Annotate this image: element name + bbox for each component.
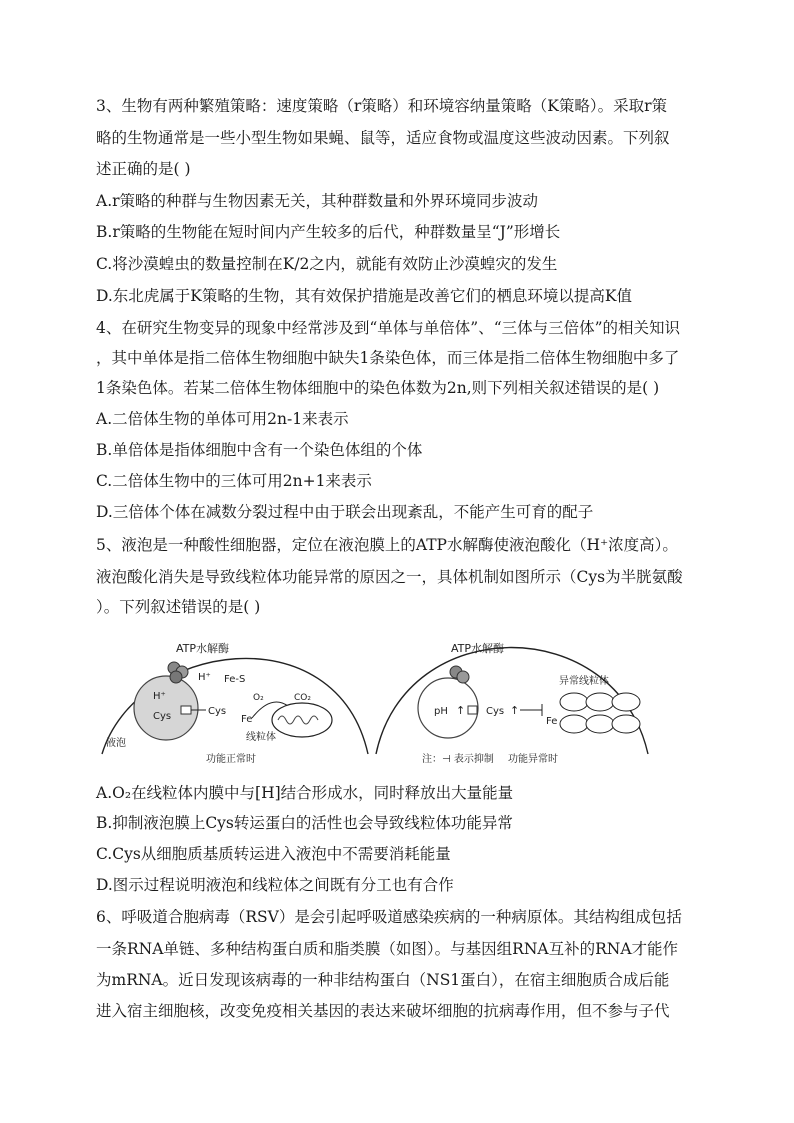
o2-label: O₂ [253,693,264,703]
q6-stem-line-1: 6、呼吸道合胞病毒（RSV）是会引起呼吸道感染疾病的一种病原体。其结构组成包括 [96,908,682,926]
q3-option-d: D.东北虎属于K策略的生物，其有效保护措施是改善它们的栖息环境以提高K值 [96,287,632,305]
diagram-normal-panel [102,641,368,765]
atp-label-left: ATP水解酶 [176,642,230,655]
q4-option-d: D.三倍体个体在减数分裂过程中由于联会出现紊乱，不能产生可育的配子 [96,503,594,521]
fes-label: Fe-S [224,674,246,685]
atp-hydrolase-icon [168,662,188,683]
fe-label-right: Fe [546,716,558,727]
abnormal-mitochondria [560,693,640,733]
q3-option-a: A.r策略的种群与生物因素无关，其种群数量和外界环境同步波动 [96,192,539,210]
vacuole-mitochondria-diagram [96,622,656,772]
atp-label-right: ATP水解酶 [451,642,505,655]
q5-stem-line-3: ）。下列叙述错误的是( ) [96,598,261,616]
caption-abnormal: 功能异常时 [508,754,558,765]
cys-in-label: Cys [153,711,172,722]
q3-stem-line-3: 述正确的是( ) [96,160,191,178]
h-plus-in: H⁺ [153,691,166,702]
diagram-abnormal-panel [376,641,648,765]
co2-label: CO₂ [294,693,311,703]
abnormal-mito-label: 异常线粒体 [559,676,609,687]
q5-option-d: D.图示过程说明液泡和线粒体之间既有分工也有合作 [96,876,454,894]
vacuole-label: 液泡 [106,738,126,749]
q4-option-b: B.单倍体是指体细胞中含有一个染色体组的个体 [96,441,423,459]
q4-stem-line-3: 1条染色体。若某二倍体生物体细胞中的染色体数为2n,则下列相关叙述错误的是( ) [96,379,660,397]
ph-label: pH [434,706,448,717]
cys-transporter-left [181,706,191,714]
q6-stem-line-3: 为mRNA。近日发现该病毒的一种非结构蛋白（NS1蛋白），在宿主细胞质合成后能 [96,971,670,989]
q3-stem-line-2: 略的生物通常是一些小型生物如果蝇、鼠等，适应食物或温度这些波动因素。下列叙 [96,129,670,147]
q5-stem-line-1: 5、液泡是一种酸性细胞器，定位在液泡膜上的ATP水解酶使液泡酸化（H⁺浓度高）。 [96,536,678,554]
q3-option-b: B.r策略的生物能在短时间内产生较多的后代，种群数量呈“J”形增长 [96,223,561,241]
q4-stem-line-1: 4、在研究生物变异的现象中经常涉及到“单体与单倍体”、“三体与三倍体”的相关知识 [96,319,681,337]
q3-option-c: C.将沙漠蝗虫的数量控制在K/2之内，就能有效防止沙漠蝗灾的发生 [96,255,558,273]
q6-stem-line-4: 进入宿主细胞核，改变免疫相关基因的表达来破坏细胞的抗病毒作用，但不参与子代 [96,1002,670,1020]
mito-label-left: 线粒体 [246,732,276,743]
cys-transporter-right [468,706,477,714]
q3-stem-line-1: 3、生物有两种繁殖策略：速度策略（r策略）和环境容纳量策略（K策略）。采取r策 [96,97,668,115]
q6-stem-line-2: 一条RNA单链、多种结构蛋白质和脂类膜（如图）。与基因组RNA互补的RNA才能作 [96,940,679,958]
q4-option-a: A.二倍体生物的单体可用2n-1来表示 [96,410,349,428]
q5-option-c: C.Cys从细胞质基质转运进入液泡中不需要消耗能量 [96,845,451,863]
h-plus-out: H⁺ [198,672,211,683]
q5-stem-line-2: 液泡酸化消失是导致线粒体功能异常的原因之一，具体机制如图所示（Cys为半胱氨酸 [96,568,683,586]
cys-label-right: Cys [486,706,505,717]
ph-up-arrow-icon: ↑ [456,704,466,717]
caption-normal: 功能正常时 [206,754,256,765]
inhibit-note: 注：⊣ 表示抑制 [422,754,494,765]
q4-stem-line-2: ，其中单体是指二倍体生物细胞中缺失1条染色体，而三体是指二倍体生物细胞中多了 [96,349,680,367]
q4-option-c: C.二倍体生物中的三体可用2n+1来表示 [96,472,372,490]
fe-label-left: Fe [241,714,253,725]
q5-option-a: A.O₂在线粒体内膜中与[H]结合形成水，同时释放出大量能量 [96,784,514,802]
cys-out-label: Cys [208,706,227,717]
q5-option-b: B.抑制液泡膜上Cys转运蛋白的活性也会导致线粒体功能异常 [96,814,513,832]
cys-up-arrow-icon: ↑ [510,704,520,717]
